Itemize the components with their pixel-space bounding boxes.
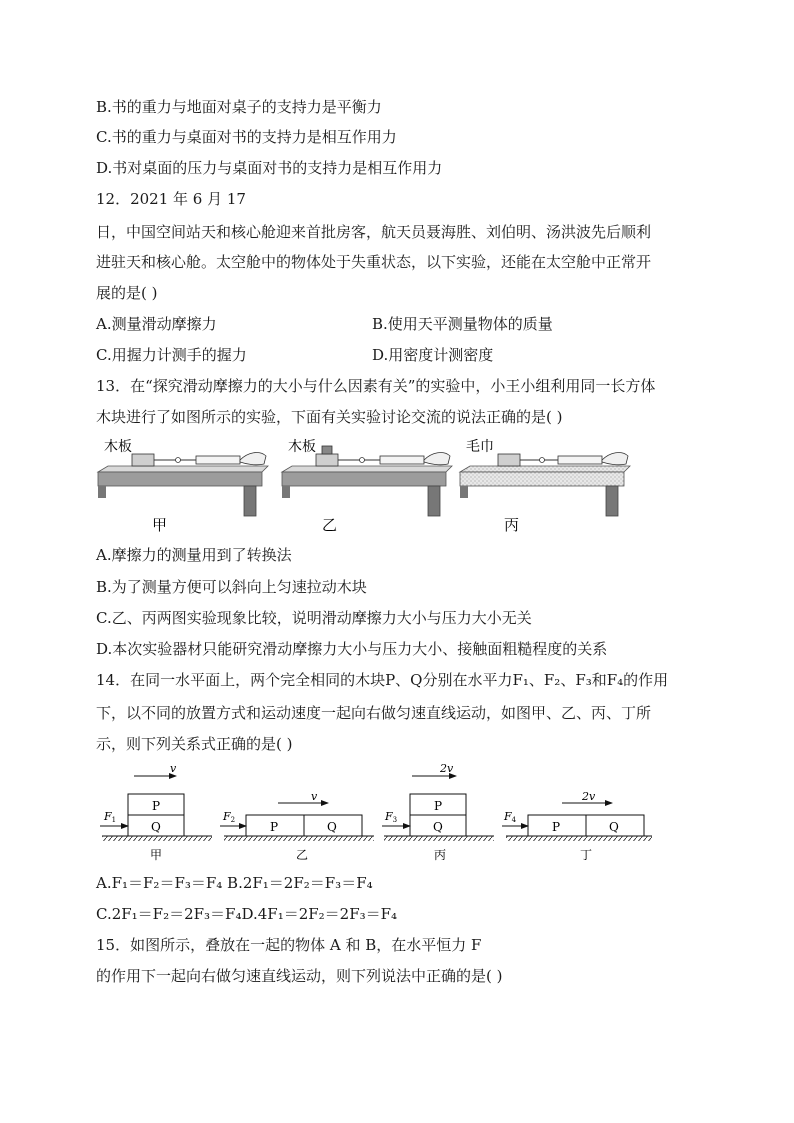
scene-yi: [220, 790, 374, 862]
block-p-3: P: [434, 799, 443, 813]
block-q-2: Q: [327, 820, 337, 834]
q12-option-row2: [96, 345, 494, 365]
label-yi: 乙: [296, 848, 309, 862]
q13-stem-line2: 木块进行了如图所示的实验，下面有关实验讨论交流的说法正确的是( ): [96, 408, 563, 426]
q12-option-c: C.用握力计测手的握力: [96, 346, 247, 364]
label-jia: 甲: [150, 848, 163, 862]
q14-stem-line1: 14．在同一水平面上，两个完全相同的木块P、Q分别在水平力F₁、F₂、F₃和F₄的作用: [96, 671, 669, 689]
q15-stem-line1: 15．如图所示，叠放在一起的物体 A 和 B，在水平恒力 F: [96, 936, 482, 954]
block-p-1: P: [152, 799, 161, 813]
force-f4: F4: [504, 810, 517, 824]
q14-stem-line2: 下，以不同的放置方式和运动速度一起向右做匀速直线运动，如图甲、乙、丙、丁所: [96, 704, 652, 722]
velocity-v-2: v: [311, 790, 318, 803]
force-f1: F1: [104, 810, 117, 824]
fig-label-bing: 丙: [504, 516, 520, 534]
velocity-2v-1: 2v: [440, 762, 454, 775]
q13-stem-line1: 13．在“探究滑动摩擦力的大小与什么因素有关”的实验中，小王小组利用同一长方体: [96, 377, 656, 395]
q13-option-d: D.本次实验器材只能研究滑动摩擦力大小与压力大小、接触面粗糙程度的关系: [96, 640, 608, 658]
surface-label-1: 木板: [104, 439, 132, 455]
q11-option-b: B.书的重力与地面对桌子的支持力是平衡力: [96, 98, 382, 116]
q12-stem-line3: 进驻天和核心舱。太空舱中的物体处于失重状态，以下实验，还能在太空舱中正常开: [96, 253, 652, 271]
q14-stem-line3: 示，则下列关系式正确的是( ): [96, 735, 293, 753]
q12-option-row1: [96, 314, 553, 334]
table-1: [98, 438, 268, 516]
q11-option-d: D.书对桌面的压力与桌面对书的支持力是相互作用力: [96, 159, 443, 177]
scene-ding: [502, 790, 652, 862]
q13-option-b: B.为了测量方便可以斜向上匀速拉动木块: [96, 578, 367, 596]
q15-stem-line2: 的作用下一起向右做匀速直线运动，则下列说法中正确的是( ): [96, 967, 503, 985]
force-f3: F3: [385, 810, 398, 824]
surface-label-2: 木板: [288, 439, 316, 455]
q12-stem-line4: 展的是( ): [96, 284, 158, 302]
q12-option-a: A.测量滑动摩擦力: [96, 315, 217, 333]
q12-option-b: B.使用天平测量物体的质量: [372, 315, 553, 333]
table-3: [460, 438, 630, 516]
q13-friction-figure: [96, 436, 636, 536]
block-q-3: Q: [433, 820, 443, 834]
q13-option-a: A.摩擦力的测量用到了转换法: [96, 546, 292, 564]
q14-options-cd: C.2F₁＝F₂＝2F₃＝F₄D.4F₁＝2F₂＝2F₃＝F₄: [96, 905, 398, 923]
velocity-2v-2: 2v: [582, 790, 596, 803]
q12-stem-line1: 12．2021 年 6 月 17: [96, 190, 246, 208]
table-2: [282, 438, 452, 516]
label-ding: 丁: [580, 848, 593, 862]
q12-option-d: D.用密度计测密度: [372, 346, 494, 364]
block-q-1: Q: [151, 820, 161, 834]
fig-label-jia: 甲: [152, 516, 168, 534]
q13-option-c: C.乙、丙两图实验现象比较，说明滑动摩擦力大小与压力大小无关: [96, 609, 532, 627]
force-f2: F2: [223, 810, 236, 824]
scene-jia: [100, 762, 212, 862]
q14-options-ab: A.F₁＝F₂＝F₃＝F₄ B.2F₁＝2F₂＝F₃＝F₄: [96, 874, 373, 892]
q11-option-c: C.书的重力与桌面对书的支持力是相互作用力: [96, 128, 397, 146]
block-q-4: Q: [609, 820, 619, 834]
block-p-2: P: [270, 820, 279, 834]
q14-blocks-figure: [96, 760, 656, 868]
velocity-v-1: v: [170, 762, 177, 775]
block-p-4: P: [552, 820, 561, 834]
surface-label-3: 毛巾: [466, 439, 494, 455]
q12-stem-line2: 日，中国空间站天和核心舱迎来首批房客，航天员聂海胜、刘伯明、汤洪波先后顺利: [96, 223, 652, 241]
fig-label-yi: 乙: [322, 516, 338, 534]
label-bing: 丙: [434, 848, 447, 862]
scene-bing: [382, 762, 494, 862]
